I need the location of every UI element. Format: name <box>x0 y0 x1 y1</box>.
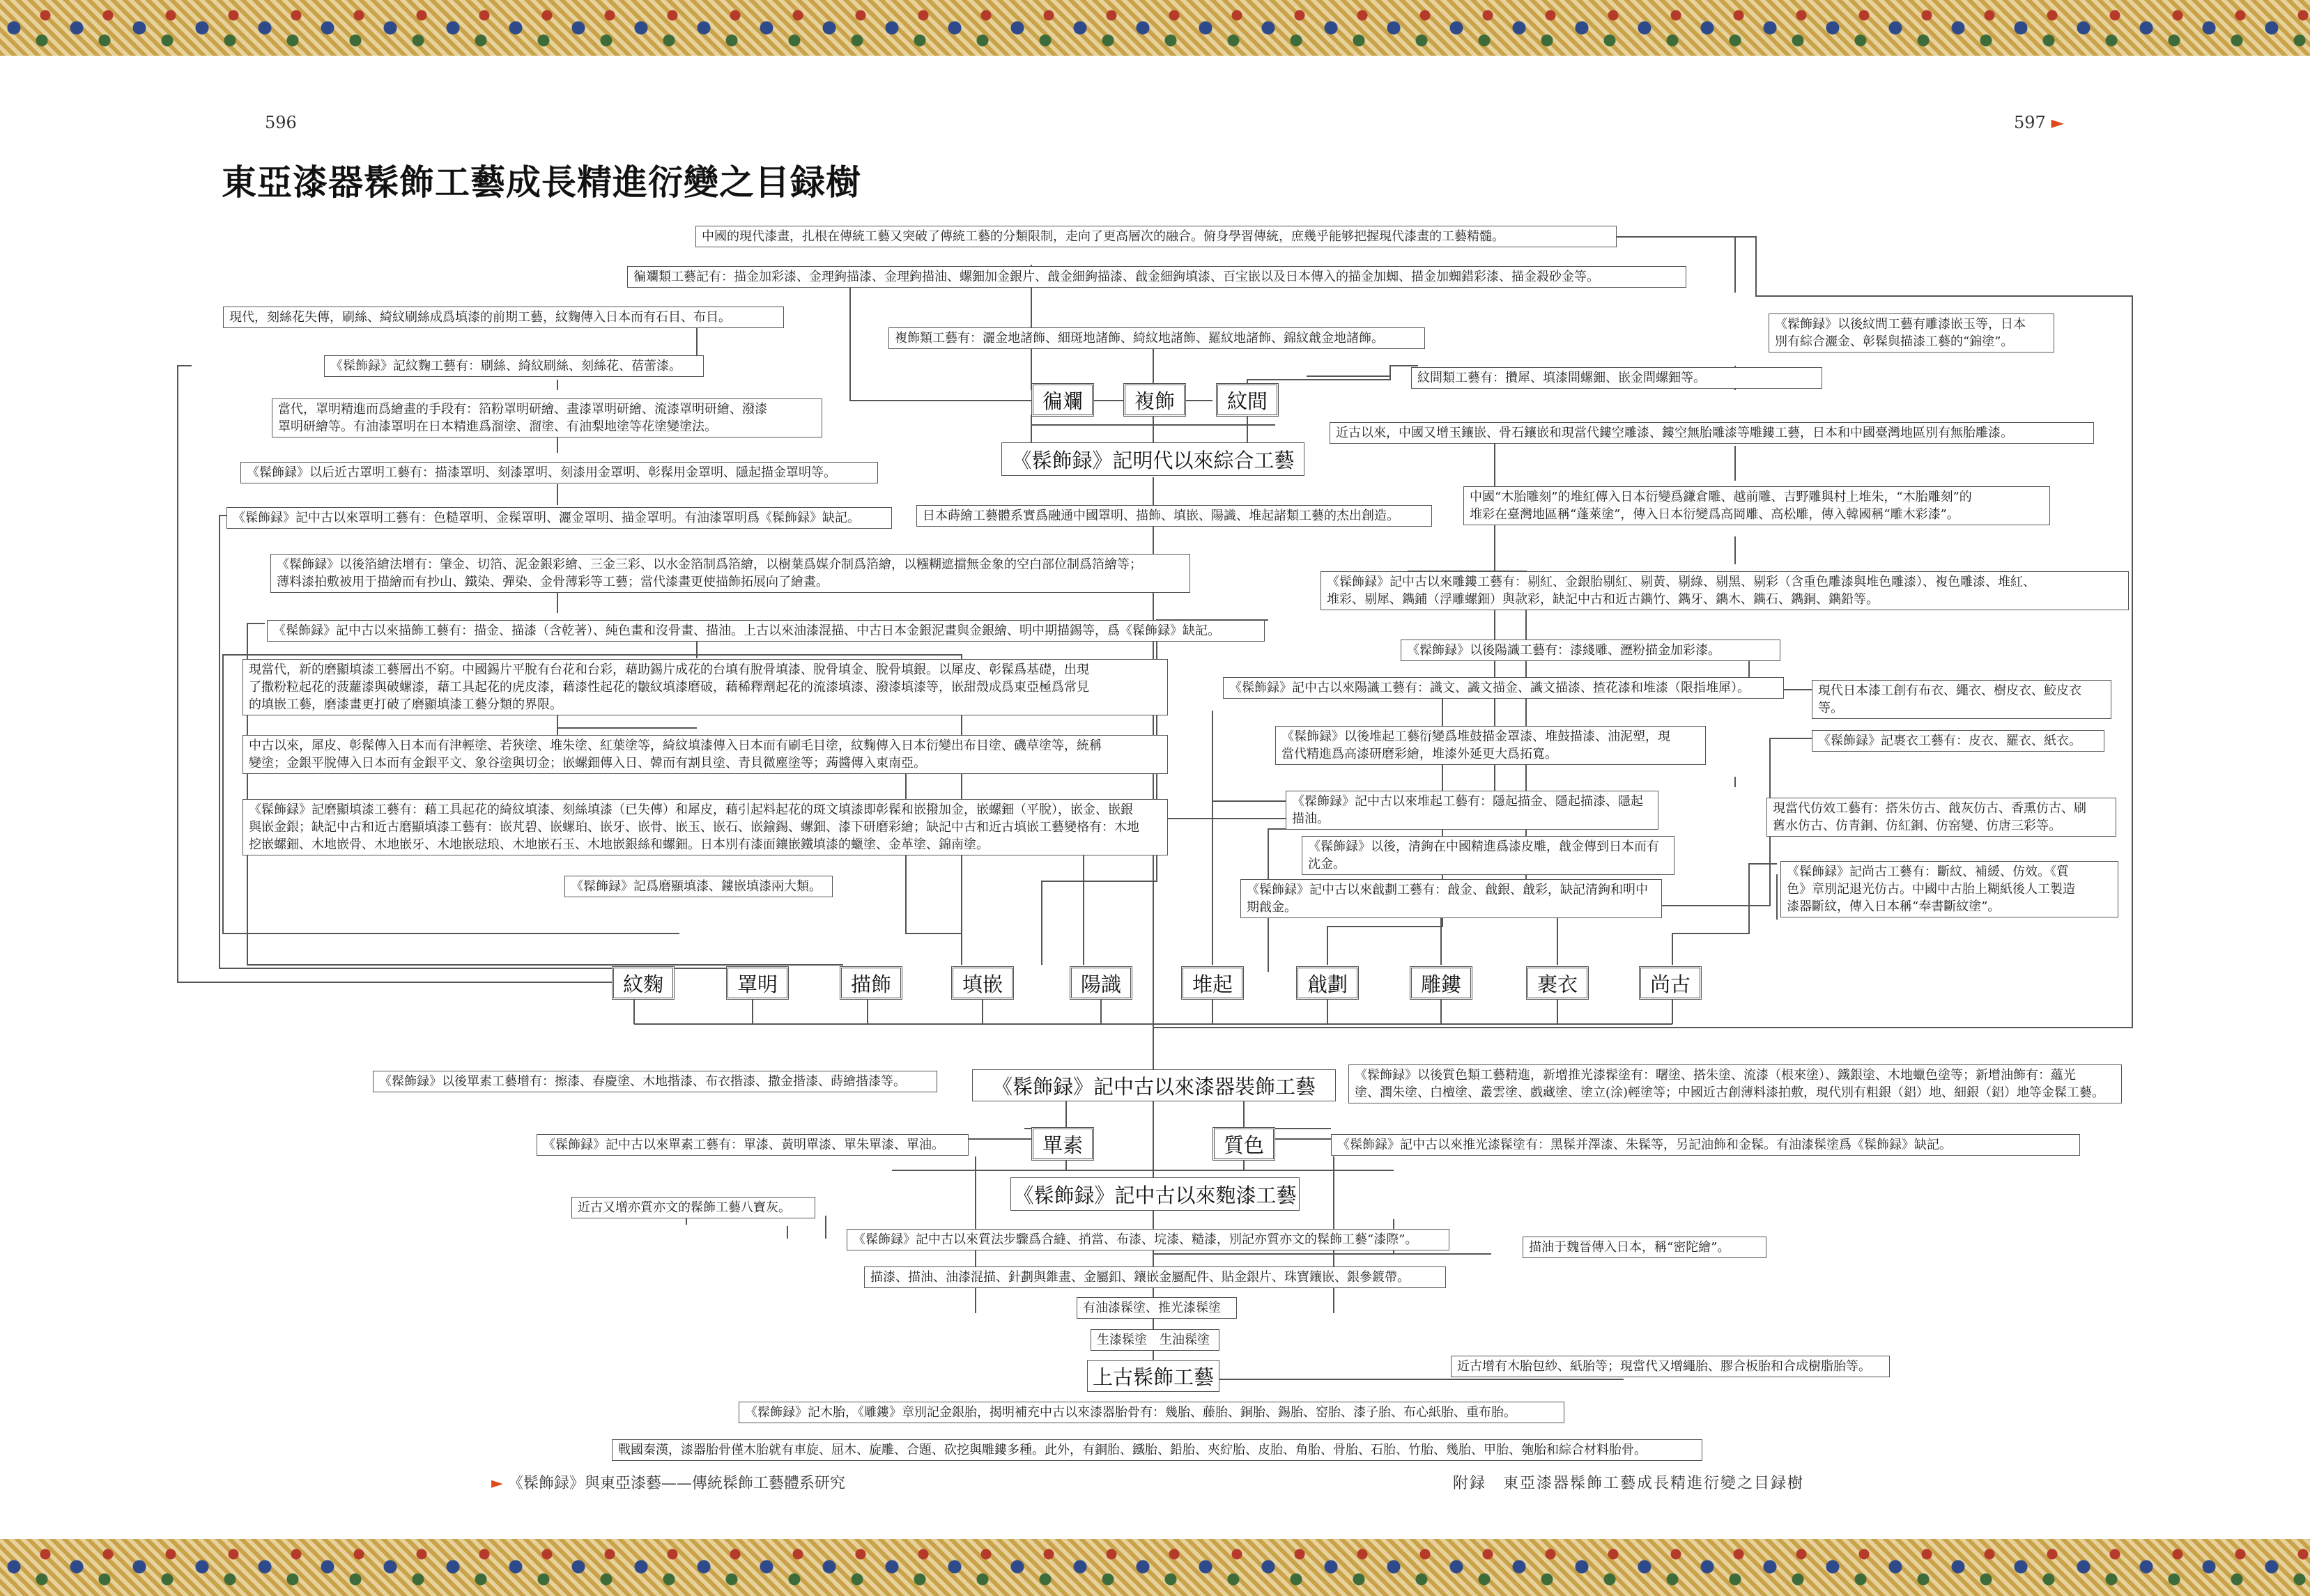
box-warring-states-body: 戰國秦漢，漆器胎骨僅木胎就有車旋、屈木、旋雕、合題、砍挖與雕鏤多種。此外，有銅胎、鐵胎、鉛胎、夾紵胎、皮胎、角胎、骨胎、石胎、竹胎、幾胎、甲胎、匏胎和綜合材料胎骨。 <box>612 1439 1702 1461</box>
box-zhaoming-contemporary: 當代，罩明精進而爲繪畫的手段有：箔粉罩明研繪、畫漆罩明研繪、流漆罩明研繪、潑漆 罩明研繪等。有油漆罩明在日本精進爲溜塗、溜塗、有油梨地塗等花塗變塗法。 <box>272 398 822 437</box>
box-danse-later: 《髹飾録》以後單素工藝增有：擦漆、春慶塗、木地揩漆、布衣揩漆、撒金揩漆、蒔繪揩漆等。 <box>373 1071 937 1092</box>
page-number-left: 596 <box>265 113 297 132</box>
node-shanggu[interactable]: 尚古 <box>1639 966 1702 1000</box>
box-yangshi-later: 《髹飾録》以後陽識工藝有：漆綫雕、瀝粉描金加彩漆。 <box>1401 640 1780 661</box>
node-fushi[interactable]: 複飾 <box>1123 383 1186 417</box>
box-wenjian-techniques: 紋間類工藝有：攢犀、填漆間螺鈿、嵌金間螺鈿等。 <box>1411 367 1822 389</box>
node-ancient-lacquer[interactable]: 上古髹飾工藝 <box>1087 1360 1219 1392</box>
box-oil-lacquer: 有油漆髹塗、推光漆髹塗 <box>1077 1297 1237 1319</box>
box-zhise-later: 《髹飾録》以後質色類工藝精進，新增推光漆髹塗有：曙塗、搭朱塗、流漆（根來塗）、鐵銀塗、木地蠟色塗等；新增油飾有：蘊光 塗、潤朱塗、白檀塗、叢雲塗、戲藏塗、塗立(涂)輕塗等；中國近古創薄料漆拍敷，現代別有粗銀（鋁）地、細銀（鋁）地等金髹工藝。 <box>1348 1064 2122 1103</box>
box-duiqi-later: 《髹飾録》以後堆起工藝衍變爲堆鼓描金罩漆、堆鼓描漆、油泥塑，現 當代精進爲高漆研磨彩繪，堆漆外延更大爲拓寬。 <box>1275 726 1706 765</box>
box-guoyi-modern-japan: 現代日本漆工創有布衣、繩衣、樹皮衣、鮫皮衣等。 <box>1812 680 2111 719</box>
box-wenqi-record: 《髹飾録》記紋麴工藝有：刷絲、綺紋刷絲、刻絲花、蓓蕾漆。 <box>324 355 704 377</box>
box-body-recent: 近古增有木胎包紗、紙胎等；現當代又增繩胎、膠合板胎和合成樹脂胎等。 <box>1451 1356 1890 1377</box>
node-wenjian[interactable]: 紋間 <box>1216 383 1279 417</box>
box-tianqian-categories: 《髹飾録》記爲磨顯填漆、鏤嵌填漆兩大類。 <box>564 876 833 897</box>
node-wenqi[interactable]: 紋麴 <box>612 966 675 1000</box>
box-japan-maki-e: 日本蒔繪工藝體系實爲融通中國罩明、描飾、填嵌、陽識、堆起諸類工藝的杰出創造。 <box>916 505 1432 527</box>
footer-left: ► 《髹飾録》與東亞漆藝——傳統髹飾工藝體系研究 <box>491 1475 845 1492</box>
box-babao-hui: 近古又增亦質亦文的髹飾工藝八寶灰。 <box>571 1197 815 1218</box>
box-wood-carving: 中國“木胎雕刻”的堆紅傳入日本衍變爲鎌倉雕、越前雕、吉野雕與村上堆朱，“木胎雕刻”的 堆彩在臺灣地區稱“蓬萊塗”，傳入日本衍變爲高岡雕、高松雕，傳入韓國稱“雕木彩漆”。 <box>1463 486 2050 525</box>
box-ancient-decoration: 描漆、描油、油漆混描、針劃與錐畫、金屬釦、鑲嵌金屬配件、貼金銀片、珠寶鑲嵌、銀參鍍帶。 <box>864 1266 1446 1288</box>
box-duiqi-record: 《髹飾録》記中古以來堆起工藝有：隱起描金、隱起描漆、隱起描油。 <box>1286 791 1658 830</box>
next-page-arrow-icon[interactable]: ► <box>2051 113 2064 132</box>
node-zhaoming[interactable]: 罩明 <box>726 966 789 1000</box>
box-bianzhuan-techniques: 徧斕類工藝記有：描金加彩漆、金理鉤描漆、金理鉤描油、螺鈿加金銀片、戧金細鉤描漆、戧金細鉤填漆、百宝嵌以及日本傳入的描金加蜘、描金加蜘錯彩漆、描金殺砂金等。 <box>627 266 1686 288</box>
box-guoyi-record: 《髹飾録》記裹衣工藝有：皮衣、羅衣、紙衣。 <box>1812 730 2104 752</box>
node-danse[interactable]: 單素 <box>1031 1127 1094 1161</box>
box-fushi-techniques: 複飾類工藝有：灑金地諸飾、細斑地諸飾、綺紋地諸飾、羅紋地諸飾、錦紋戧金地諸飾。 <box>888 327 1425 349</box>
box-modern-lacquer-painting: 中國的現代漆畫，扎根在傳統工藝又突破了傳統工藝的分類限制，走向了更高層次的融合。俯身學習傳統，庶幾乎能够把握現代漆畫的工藝精髓。 <box>695 226 1617 247</box>
node-diaolou[interactable]: 雕鏤 <box>1410 966 1472 1000</box>
box-yangshi-record: 《髹飾録》記中古以來陽識工藝有：識文、識文描金、識文描漆、揸花漆和堆漆（限指堆犀）。 <box>1223 677 1784 699</box>
box-wenqi-modern: 現代，刻絲花失傳，刷絲、綺紋刷絲成爲填漆的前期工藝，紋麴傳入日本而有石目、布目。 <box>223 307 784 328</box>
box-diaolou-recent: 近古以來，中國又增玉鑲嵌、骨石鑲嵌和現當代鏤空雕漆、鏤空無胎雕漆等雕鏤工藝，日本和中國臺灣地區別有無胎雕漆。 <box>1330 422 2094 444</box>
footer-right: 附録 東亞漆器髹飾工藝成長精進衍變之目録樹 <box>1453 1475 1805 1492</box>
box-shanggu-record: 《髹飾録》記尚古工藝有：斷紋、補緩、仿效。《質 色》章別記退光仿古。中國中古胎上糊紙後人工製造 漆器斷紋，傳入日本稱“奉書斷紋塗”。 <box>1780 861 2118 917</box>
page-title: 東亞漆器髹飾工藝成長精進衍變之目録樹 <box>222 162 861 203</box>
prev-page-arrow-icon[interactable]: ► <box>491 1475 503 1492</box>
node-zhonggu-qiqi[interactable]: 《髹飾録》記中古以來麭漆工藝 <box>1010 1177 1300 1211</box>
node-duiqi[interactable]: 堆起 <box>1181 966 1244 1000</box>
node-tianqian[interactable]: 填嵌 <box>951 966 1014 1000</box>
box-shanggu-modern: 現當代仿效工藝有：搭朱仿古、戧灰仿古、香熏仿古、刷 舊水仿古、仿青銅、仿紅銅、仿窑變、仿唐三彩等。 <box>1766 798 2116 837</box>
box-zhaoming-record: 《髹飾録》記中古以來罩明工藝有：色糙罩明、金髹罩明、灑金罩明、描金罩明。有油漆罩明爲《髹飾録》缺記。 <box>226 507 892 529</box>
node-yangshi[interactable]: 陽識 <box>1070 966 1132 1000</box>
box-tianqian-record: 《髹飾録》記磨顯填漆工藝有：藉工具起花的綺紋填漆、刻絲填漆（已失傳）和犀皮，藉引起料起花的斑文填漆即彰髹和嵌撥加金，嵌螺鈿（平脫），嵌金、嵌銀 與嵌金銀；缺記中古和近古磨顯填漆工藝有：嵌芃碧、嵌螺珀、嵌牙、嵌骨、嵌玉、嵌石、嵌鍮錫、螺鈿、漆下研磨彩繪；缺記中古和近古填嵌工藝變格有：木地 挖嵌螺鈿、木地嵌骨、木地嵌牙、木地嵌琺琅、木地嵌石玉、木地嵌銀絲和螺鈿。日本別有漆面鑲嵌鐵填漆的蠟塗、金革塗、錦南塗。 <box>242 799 1168 855</box>
node-bianzhuan[interactable]: 徧斕 <box>1031 383 1094 417</box>
node-mingdai-synthesis[interactable]: 《髹飾録》記明代以來綜合工藝 <box>1001 442 1304 476</box>
box-qiangliu-record: 《髹飾録》記中古以來戧劃工藝有：戧金、戧銀、戧彩，缺記清鉤和明中期戧金。 <box>1240 879 1662 918</box>
box-danse-record: 《髹飾録》記中古以來單素工藝有：單漆、黃明單漆、單朱單漆、單油。 <box>537 1134 969 1156</box>
box-tianqian-mid-ancient: 中古以來，犀皮、彰髹傳入日本而有津輕塗、若狹塗、堆朱塗、紅葉塗等，綺紋填漆傳入日本而有刷毛目塗，紋麴傳入日本衍變出布目塗、磯草塗等，統稱 變塗；金銀平脫傳入日本而有金銀平文、象谷塗與切金；嵌螺鈿傳入日、韓而有割貝塗、青貝微塵塗等；蒟醬傳入東南亞。 <box>242 735 1168 774</box>
box-miaoshi-record: 《髹飾録》記中古以來描飾工藝有：描金、描漆（含乾著）、純色畫和沒骨畫、描油。上古以來油漆混描、中古日本金銀泥畫與金銀繪、明中期描錫等，爲《髹飾録》缺記。 <box>267 620 1265 642</box>
page-number-right: 597 ► <box>2014 113 2064 132</box>
box-miaoshi-later: 《髹飾録》以後箔繪法增有：肇金、切箔、泥金銀彩繪、三金三彩、以水金箔制爲箔繪，以樹葉爲媒介制爲箔繪，以糨糊遮擋無金象的空白部位制爲箔繪等； 薄料漆拍敷被用于描繪而有抄山、鐵染、彈染、金骨薄彩等工藝；當代漆畫更使描飾拓展向了繪畫。 <box>270 554 1190 593</box>
node-miaoshi[interactable]: 描飾 <box>840 966 902 1000</box>
node-guoyi[interactable]: 裹衣 <box>1526 966 1589 1000</box>
box-raw-lacquer: 生漆髹塗 生油髹塗 <box>1091 1329 1219 1351</box>
box-wenjian-later: 《髹飾録》以後紋間工藝有雕漆嵌玉等，日本 別有綜合灑金、彰髹與描漆工藝的“錦塗”。 <box>1769 313 2054 352</box>
node-zhonggu-decoration[interactable]: 《髹飾録》記中古以來漆器裝飾工藝 <box>972 1069 1336 1101</box>
box-tianqian-modern: 現當代，新的磨顯填漆工藝層出不窮。中國錫片平脫有台花和台彩，藉助錫片成花的台填有脫骨填漆、脫骨填金、脫骨填銀。以犀皮、彰髹爲基礎，出現 了撒粉粒起花的菠蘿漆與破螺漆，藉工具起花的虎皮漆，藉漆性起花的皺紋填漆磨破，藉稀釋劑起花的流漆填漆、潑漆填漆等，嵌甜殼成爲東亞極爲常見 的填嵌工藝，磨漆畫更打破了磨顯填漆工藝分類的界限。 <box>242 659 1168 715</box>
box-body-record: 《髹飾録》記木胎，《雕鏤》章別記金銀胎，揭明補充中古以來漆器胎骨有：幾胎、藤胎、銅胎、錫胎、窑胎、漆子胎、布心紙胎、重布胎。 <box>739 1402 1564 1423</box>
box-zhise-record: 《髹飾録》記中古以來推光漆髹塗有：黑髹并澤漆、朱髹等，另記油飾和金髹。有油漆髹塗爲《髹飾録》缺記。 <box>1331 1134 2080 1156</box>
box-zhi-steps: 《髹飾録》記中古以來質法步驟爲合縫、捎當、布漆、垸漆、糙漆，別記亦質亦文的髹飾工藝“漆際”。 <box>847 1229 1449 1250</box>
box-diaolou-record: 《髹飾録》記中古以來雕鏤工藝有：剔紅、金銀胎剔紅、剔黃、剔綠、剔黑、剔彩（含重色雕漆與堆色雕漆）、複色雕漆、堆紅、 堆彩、剔犀、鐫鋪（浮雕螺鈿）與款彩，缺記中古和近古鐫竹、鐫牙、鐫木、鐫石、鐫銅、鐫鉛等。 <box>1320 571 2129 610</box>
node-zhise[interactable]: 質色 <box>1212 1127 1275 1161</box>
box-qiangliu-later: 《髹飾録》以後，清鉤在中國精進爲漆皮雕，戧金傳到日本而有沈金。 <box>1302 836 1674 875</box>
box-zhaoming-later: 《髹飾録》以后近古罩明工藝有：描漆罩明、刻漆罩明、刻漆用金罩明、彰髹用金罩明、隱起描金罩明等。 <box>240 462 878 483</box>
box-miaoyou-japan: 描油于魏晉傳入日本，稱“密陀繪”。 <box>1523 1237 1766 1258</box>
node-qiangliu[interactable]: 戧劃 <box>1296 966 1359 1000</box>
